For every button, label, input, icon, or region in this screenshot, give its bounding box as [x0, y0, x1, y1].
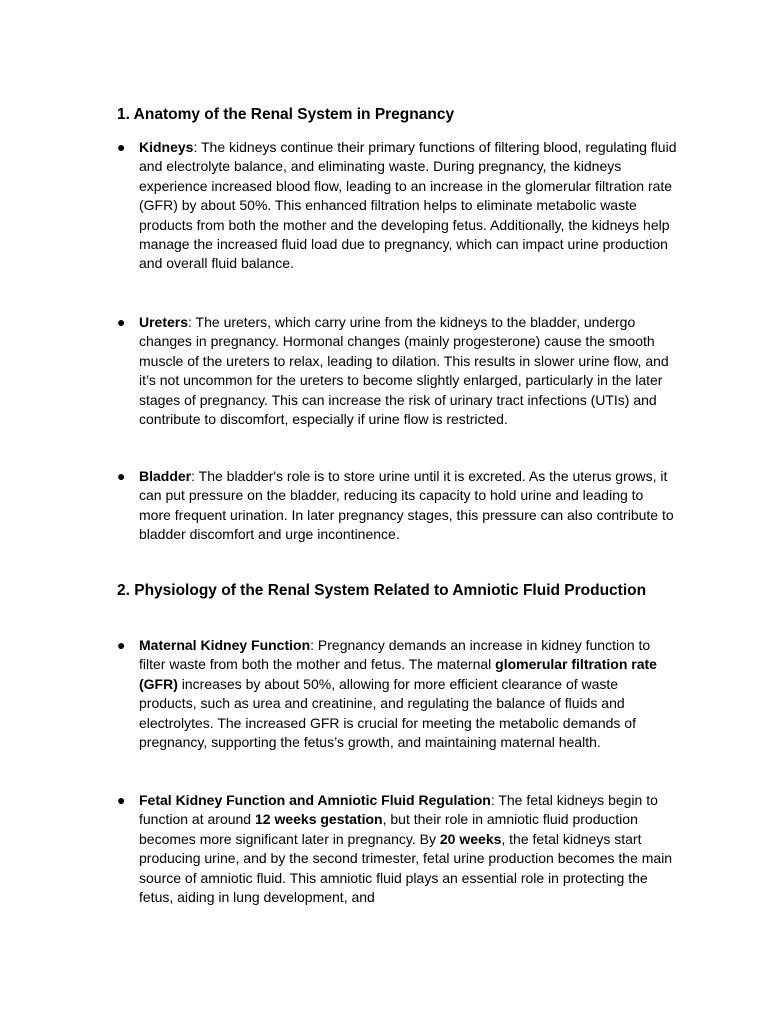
term-20-weeks: 20 weeks [439, 830, 502, 847]
ureters-description: : The ureters, which carry urine from the kidneys to the bladder, undergo changes in pregnancy. Hormonal changes (mainly progesterone) cause the smooth muscle of the ureters to relax, leading to dilation. This results in slower urine flow, and it’s not uncommon for the ureters to become slightly enlarged, particularly in the later stages of pregnancy. This can increase the risk of urinary tract infections (UTIs) and contribute to discomfort, especially if urine flow is restricted. [139, 314, 669, 428]
bladder-description: : The bladder's role is to store urine until it is excreted. As the uterus grows, it can put pressure on the bladder, reducing its capacity to hold urine and leading to more frequent urination. In later pregnancy stages, this pressure can also contribute to bladder discomfort and urge incontinence. [139, 468, 674, 543]
bullet-icon: ● [117, 792, 126, 808]
maternal-text-b: increases by about 50%, allowing for more efficient clearance of waste products, such as urea and creatinine, and regulating the balance of fluids and electrolytes. The increased GFR is crucial for meeting the metabolic demands of pregnancy, supporting the fetus’s growth, and maintaining maternal health. [139, 675, 636, 751]
maternal-text-a: : Pregnancy demands an increase in kidney function to filter waste from both the mother and fetus. The maternal [139, 637, 651, 673]
kidneys-description: : The kidneys continue their primary functions of filtering blood, regulating fluid and electrolyte balance, and eliminating waste. During pregnancy, the kidneys experience increased blood flow, leading to an increase in the glomerular filtration rate (GFR) by about 50%. This enhanced filtration helps to eliminate metabolic waste products from both the mother and the developing fetus. Additionally, the kidneys help manage the increased fluid load due to pregnancy, which can impact urine production and overall fluid balance. [139, 139, 677, 272]
term-12-weeks: 12 weeks gestation [254, 811, 383, 828]
list-item-text [139, 636, 677, 752]
term-fetal-kidney-function: Fetal Kidney Function and Amniotic Fluid Regulation [139, 792, 491, 808]
term-bladder: Bladder [139, 468, 192, 484]
bullet-icon: ● [117, 468, 126, 484]
section-heading-physiology-text: 2. Physiology of the Renal System Related to Amniotic Fluid Production [117, 582, 647, 599]
term-maternal-kidney-function: Maternal Kidney Function [139, 637, 311, 653]
term-ureters: Ureters [139, 314, 189, 330]
fetal-text-c: , the fetal kidneys start producing urine, and by the second trimester, fetal urine production becomes the main source of amniotic fluid. This amniotic fluid plays an essential role in protecting the fetus, aiding in lung development, and [139, 830, 673, 906]
term-kidneys: Kidneys [139, 139, 194, 155]
list-item-text [139, 467, 677, 545]
bullet-icon: ● [117, 314, 126, 330]
list-item-text [139, 791, 677, 907]
bullet-icon: ● [117, 139, 126, 155]
bullet-icon: ● [117, 637, 126, 653]
section-heading-physiology [117, 580, 673, 601]
term-gfr: glomerular filtration rate (GFR) [139, 656, 657, 692]
section-heading-anatomy: 1. Anatomy of the Renal System in Pregnancy [117, 106, 455, 123]
fetal-text-a: : The fetal kidneys begin to function at around [139, 792, 658, 828]
list-item-text [139, 313, 677, 429]
list-item-text [139, 138, 677, 274]
fetal-text-b: , but their role in amniotic fluid production becomes more significant later in pregnancy. By [139, 811, 638, 847]
